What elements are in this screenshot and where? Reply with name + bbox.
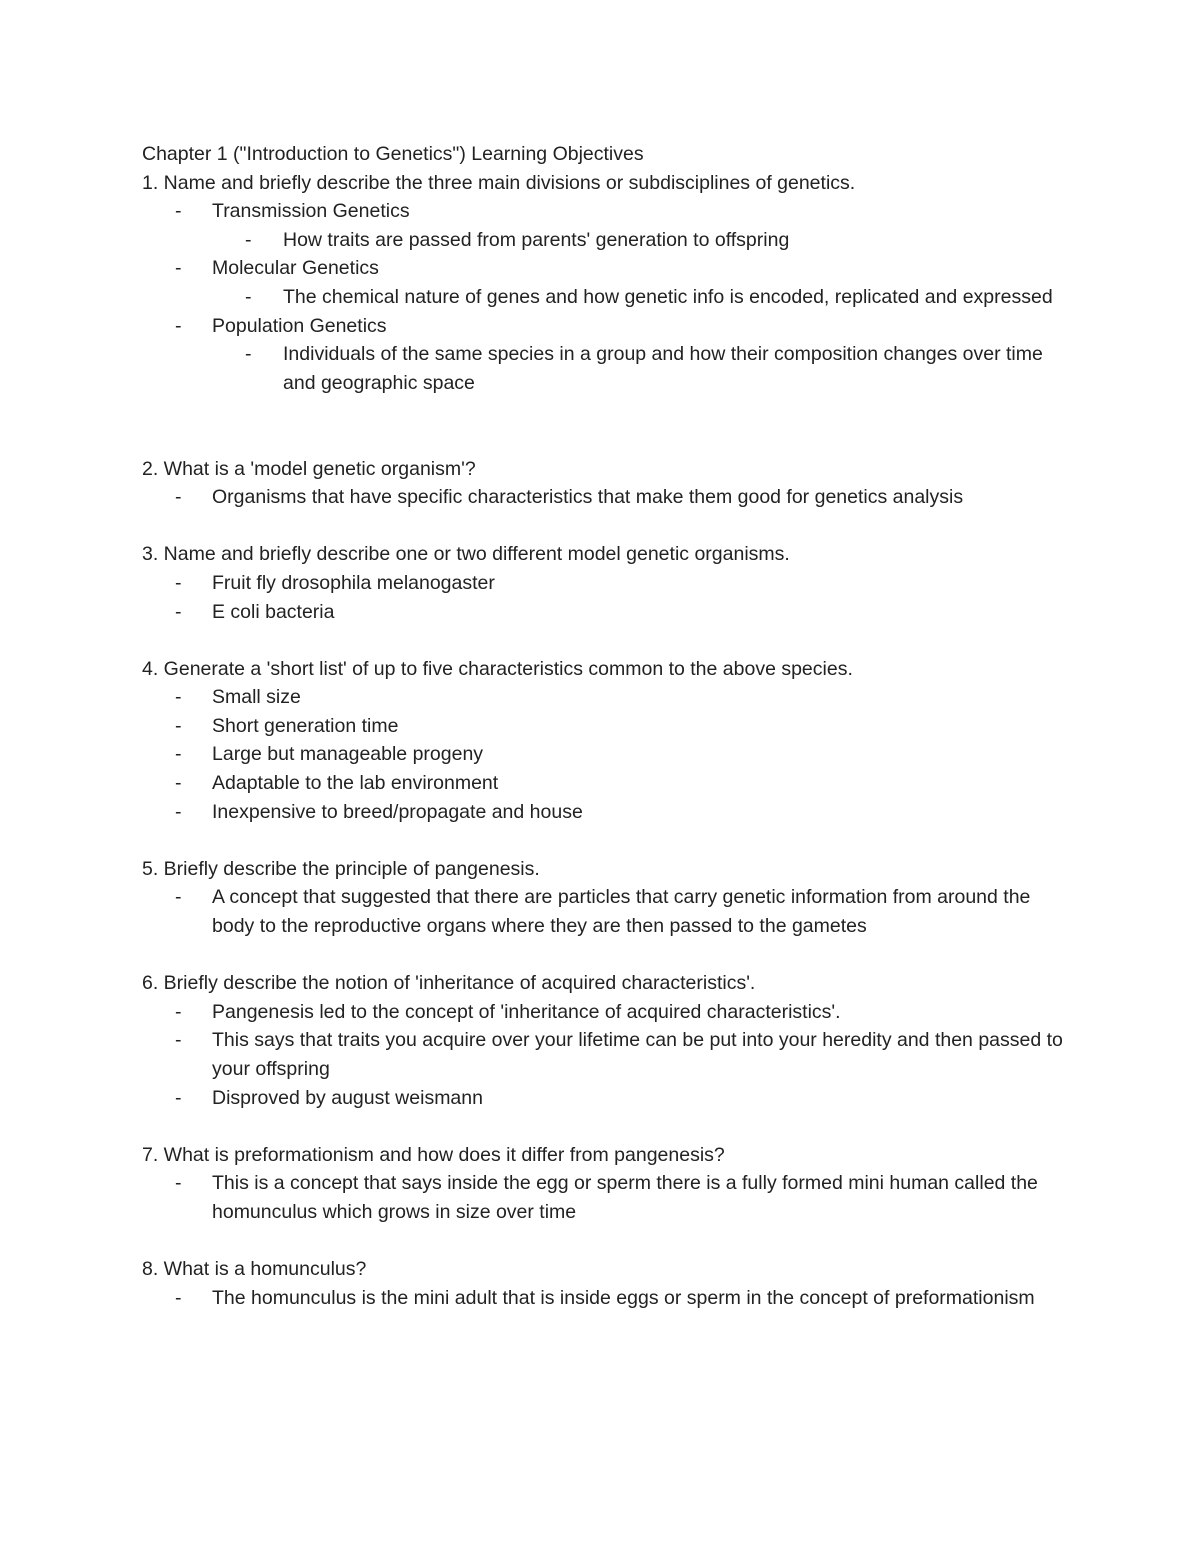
bullet-dash: - <box>175 571 182 594</box>
section-6 <box>142 969 1072 1112</box>
bullet-dash: - <box>175 800 182 823</box>
bullet-dash: - <box>175 1086 182 1109</box>
bullet-dash: - <box>175 314 182 337</box>
answer-subitem <box>142 283 1072 312</box>
bullet-dash: - <box>175 686 182 709</box>
answer-text: Organisms that have specific characteristics that make them good for genetics analysis <box>212 486 964 509</box>
answer-text: Pangenesis led to the concept of 'inheritance of acquired characteristics'. <box>212 1000 841 1023</box>
section-4 <box>142 655 1072 827</box>
question-7: 7. What is preformationism and how does it differ from pangenesis? <box>142 1143 725 1166</box>
answer-subitem <box>142 340 1072 397</box>
bullet-dash: - <box>175 1029 182 1052</box>
answer-text: Small size <box>212 686 301 709</box>
question-3: 3. Name and briefly describe one or two different model genetic organisms. <box>142 543 790 566</box>
answer-text: The homunculus is the mini adult that is inside eggs or sperm in the concept of preformationism <box>212 1286 1035 1309</box>
answer-text: Population Genetics <box>212 314 387 337</box>
answer-item <box>142 1169 1072 1226</box>
bullet-dash: - <box>175 257 182 280</box>
section-8 <box>142 1255 1072 1312</box>
bullet-dash: - <box>175 1172 182 1195</box>
answer-text: A concept that suggested that there are particles that carry genetic information from around the body to the reproductive organs where they are then passed to the gametes <box>212 886 1031 938</box>
answer-text: This is a concept that says inside the egg or sperm there is a fully formed mini human called the homunculus which grows in size over time <box>212 1172 1038 1223</box>
answer-item <box>142 1026 1072 1083</box>
bullet-dash: - <box>175 886 182 909</box>
answer-text: This says that traits you acquire over your lifetime can be put into your heredity and then passed to your offspring <box>212 1029 1063 1080</box>
document-page <box>142 140 1072 1312</box>
answer-text: Large but manageable progeny <box>212 743 484 766</box>
answer-item <box>142 712 1072 741</box>
bullet-dash: - <box>175 1000 182 1023</box>
answer-item <box>142 740 1072 769</box>
answer-item <box>142 1084 1072 1113</box>
document-title: Chapter 1 ("Introduction to Genetics") Learning Objectives <box>142 143 644 165</box>
section-3 <box>142 540 1072 626</box>
spacer <box>142 512 1072 541</box>
answer-text: Short generation time <box>212 714 399 737</box>
answer-item <box>142 254 1072 283</box>
answer-subtext: How traits are passed from parents' generation to offspring <box>283 228 790 251</box>
bullet-dash: - <box>175 200 182 223</box>
answer-subtext: Individuals of the same species in a group and how their composition changes over time and geographic space <box>283 343 1043 394</box>
question-2: 2. What is a 'model genetic organism'? <box>142 457 476 480</box>
bullet-dash: - <box>175 743 182 766</box>
bullet-dash: - <box>175 600 182 623</box>
answer-text: Disproved by august weismann <box>212 1086 483 1109</box>
answer-text: Transmission Genetics <box>212 200 410 223</box>
bullet-dash: - <box>245 343 252 366</box>
answer-item <box>142 769 1072 798</box>
answer-text: Fruit fly drosophila melanogaster <box>212 571 495 594</box>
bullet-dash: - <box>175 1286 182 1309</box>
answer-text: E coli bacteria <box>212 600 335 623</box>
answer-item <box>142 569 1072 598</box>
spacer <box>142 397 1072 454</box>
spacer <box>142 1227 1072 1256</box>
answer-item <box>142 683 1072 712</box>
answer-subitem <box>142 226 1072 255</box>
section-2 <box>142 455 1072 512</box>
answer-item <box>142 312 1072 341</box>
spacer <box>142 626 1072 655</box>
answer-item <box>142 598 1072 627</box>
answer-item <box>142 883 1072 940</box>
section-5 <box>142 855 1072 941</box>
bullet-dash: - <box>245 285 252 308</box>
bullet-dash: - <box>175 486 182 509</box>
section-7 <box>142 1141 1072 1227</box>
answer-item <box>142 798 1072 827</box>
answer-subtext: The chemical nature of genes and how genetic info is encoded, replicated and expressed <box>283 285 1053 308</box>
answer-item <box>142 483 1072 512</box>
question-5: 5. Briefly describe the principle of pangenesis. <box>142 857 540 880</box>
answer-text: Molecular Genetics <box>212 257 379 280</box>
question-4: 4. Generate a 'short list' of up to five characteristics common to the above species. <box>142 657 853 680</box>
answer-text: Adaptable to the lab environment <box>212 772 499 795</box>
answer-text: Inexpensive to breed/propagate and house <box>212 800 583 823</box>
answer-item <box>142 1284 1072 1313</box>
answer-item <box>142 998 1072 1027</box>
answer-item <box>142 197 1072 226</box>
spacer <box>142 1112 1072 1141</box>
spacer <box>142 826 1072 855</box>
question-1: 1. Name and briefly describe the three main divisions or subdisciplines of genetics. <box>142 171 856 194</box>
spacer <box>142 941 1072 970</box>
bullet-dash: - <box>175 772 182 795</box>
section-1 <box>142 169 1072 398</box>
bullet-dash: - <box>245 228 252 251</box>
question-6: 6. Briefly describe the notion of 'inheritance of acquired characteristics'. <box>142 972 756 995</box>
question-8: 8. What is a homunculus? <box>142 1258 367 1281</box>
bullet-dash: - <box>175 714 182 737</box>
